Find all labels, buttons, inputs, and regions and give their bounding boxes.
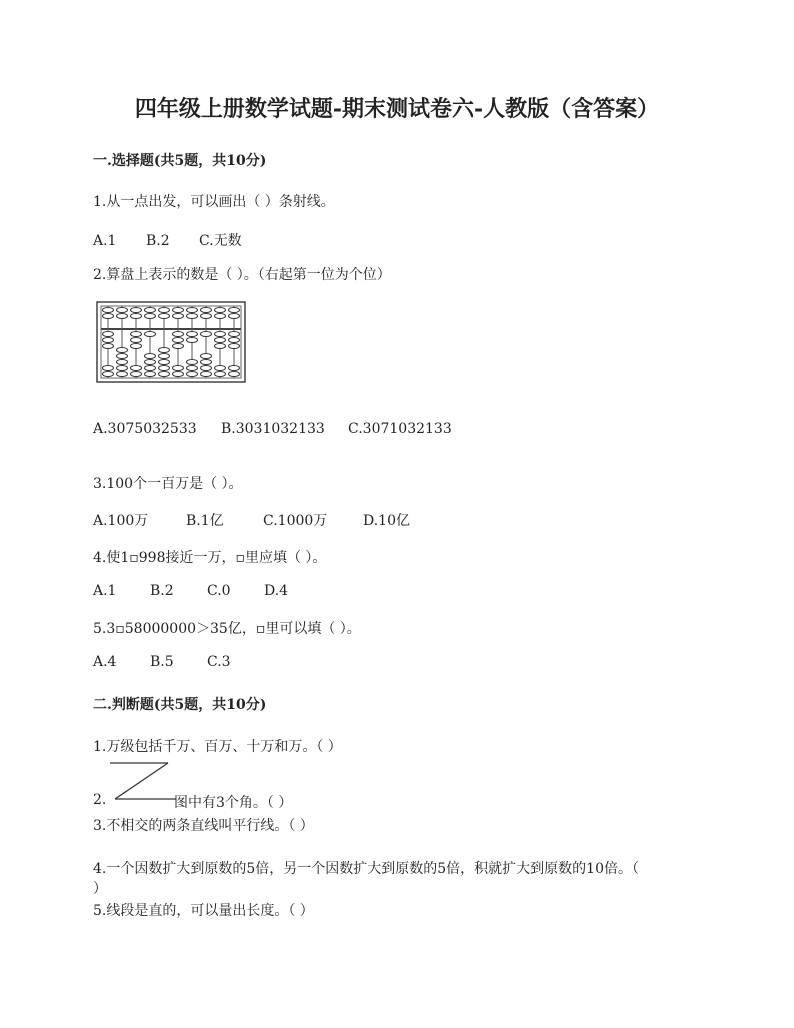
abacus-lower-bead (173, 344, 184, 349)
s1-q4-option-d: D.4 (264, 583, 289, 599)
s1-q4-text: 4.使1▫998接近一万，▫里应填（ ）。 (93, 550, 327, 566)
s2-q2-text: 图中有3个角。（ ） (174, 795, 293, 811)
abacus-upper-bead (229, 314, 240, 319)
abacus-upper-bead (131, 308, 142, 313)
abacus-upper-bead (201, 314, 212, 319)
abacus-lower-bead (201, 366, 212, 371)
abacus-lower-bead (145, 332, 156, 337)
abacus-lower-bead (229, 344, 240, 349)
abacus-lower-bead (229, 366, 240, 371)
abacus-lower-bead (173, 372, 184, 377)
abacus-lower-bead (145, 372, 156, 377)
abacus-lower-bead (201, 354, 212, 359)
s1-q4-option-a: A.1 (93, 583, 117, 599)
abacus-lower-bead (159, 360, 170, 365)
abacus-upper-bead (173, 308, 184, 313)
abacus-upper-bead (187, 308, 198, 313)
abacus-lower-bead (103, 332, 114, 337)
s1-q5-option-a: A.4 (93, 654, 117, 670)
s1-q5-text: 5.3▫58000000＞35亿，▫里可以填（ ）。 (93, 621, 361, 637)
s1-q2-option-a: A.3075032533 (93, 421, 197, 437)
abacus-lower-bead (131, 332, 142, 337)
s1-q3-text: 3.100个一百万是（ ）。 (93, 476, 243, 492)
s1-q1-option-c: C.无数 (199, 233, 242, 249)
s1-q2-option-c: C.3071032133 (348, 421, 452, 437)
abacus-upper-bead (215, 308, 226, 313)
s1-q2-option-b: B.3031032133 (221, 421, 325, 437)
abacus-lower-bead (159, 354, 170, 359)
abacus-figure (96, 301, 246, 383)
abacus-upper-bead (215, 314, 226, 319)
abacus-lower-bead (187, 332, 198, 337)
abacus-lower-bead (173, 338, 184, 343)
abacus-lower-bead (159, 366, 170, 371)
s1-q2-options (93, 421, 452, 437)
abacus-upper-bead (103, 308, 114, 313)
abacus-upper-bead (117, 314, 128, 319)
abacus-lower-bead (229, 372, 240, 377)
abacus-upper-bead (145, 308, 156, 313)
s1-q1-options (93, 230, 242, 250)
abacus-lower-bead (117, 372, 128, 377)
abacus-lower-bead (103, 372, 114, 377)
abacus-lower-bead (187, 366, 198, 371)
s1-q4-option-b: B.2 (150, 583, 174, 599)
abacus-lower-bead (201, 332, 212, 337)
section2-heading: 二.判断题(共5题，共10分) (93, 697, 267, 713)
abacus-lower-bead (229, 338, 240, 343)
abacus-upper-bead (145, 314, 156, 319)
abacus-lower-bead (229, 332, 240, 337)
abacus-lower-bead (145, 366, 156, 371)
abacus-lower-bead (117, 366, 128, 371)
abacus-lower-bead (215, 338, 226, 343)
angle-figure (106, 760, 176, 802)
abacus-lower-bead (117, 354, 128, 359)
s1-q5-option-b: B.5 (150, 654, 174, 670)
abacus-lower-bead (117, 348, 128, 353)
abacus-lower-bead (173, 366, 184, 371)
abacus-lower-bead (187, 360, 198, 365)
abacus-lower-bead (145, 354, 156, 359)
abacus-lower-bead (159, 348, 170, 353)
abacus-lower-bead (131, 372, 142, 377)
abacus-lower-bead (103, 344, 114, 349)
abacus-lower-bead (215, 366, 226, 371)
s2-q4-text-line1: 4.一个因数扩大到原数的5倍，另一个因数扩大到原数的5倍，积就扩大到原数的10倍。（ (93, 861, 639, 877)
s2-q1-text: 1.万级包括千万、百万、十万和万。（ ） (93, 739, 342, 755)
s2-q3-text: 3.不相交的两条直线叫平行线。（ ） (93, 818, 314, 834)
abacus-lower-bead (215, 372, 226, 377)
s2-q5-text: 5.线段是直的，可以量出长度。（ ） (93, 903, 314, 919)
abacus-upper-bead (117, 308, 128, 313)
abacus-lower-bead (145, 360, 156, 365)
s1-q3-option-d: D.10亿 (363, 513, 410, 529)
abacus-lower-bead (187, 372, 198, 377)
abacus-lower-bead (215, 344, 226, 349)
abacus-lower-bead (159, 372, 170, 377)
abacus-upper-bead (229, 308, 240, 313)
section1-heading: 一.选择题(共5题，共10分) (93, 153, 267, 169)
abacus-lower-bead (103, 338, 114, 343)
abacus-upper-bead (201, 308, 212, 313)
page-title: 四年级上册数学试题-期末测试卷六-人教版（含答案） (134, 96, 660, 122)
s1-q3-option-c: C.1000万 (263, 513, 328, 529)
abacus-upper-bead (159, 308, 170, 313)
abacus-lower-bead (201, 360, 212, 365)
abacus-lower-bead (131, 338, 142, 343)
abacus-lower-bead (131, 344, 142, 349)
s1-q5-option-c: C.3 (207, 654, 231, 670)
s1-q3-option-b: B.1亿 (186, 513, 224, 529)
s2-q2-prefix: 2. (93, 792, 107, 808)
abacus-lower-bead (117, 360, 128, 365)
s1-q4-option-c: C.0 (207, 583, 231, 599)
abacus-lower-bead (215, 332, 226, 337)
abacus-upper-bead (159, 314, 170, 319)
s1-q1-text: 1.从一点出发，可以画出（ ）条射线。 (93, 194, 335, 210)
s1-q1-option-a: A.1 (93, 233, 117, 249)
s1-q3-option-a: A.100万 (93, 513, 149, 529)
abacus-upper-bead (173, 314, 184, 319)
abacus-lower-bead (187, 338, 198, 343)
s1-q1-option-b: B.2 (146, 233, 170, 249)
abacus-lower-bead (173, 332, 184, 337)
s1-q4-options (93, 583, 288, 599)
abacus-upper-bead (187, 314, 198, 319)
abacus-upper-bead (103, 314, 114, 319)
abacus-upper-bead (131, 314, 142, 319)
s1-q5-options (93, 654, 231, 670)
abacus-lower-bead (131, 366, 142, 371)
abacus-lower-bead (103, 366, 114, 371)
s1-q3-options (93, 510, 410, 530)
s1-q2-text: 2.算盘上表示的数是（ ）。（右起第一位为个位） (93, 267, 391, 283)
s2-q4-text-line2: ） (93, 881, 107, 897)
abacus-lower-bead (201, 372, 212, 377)
